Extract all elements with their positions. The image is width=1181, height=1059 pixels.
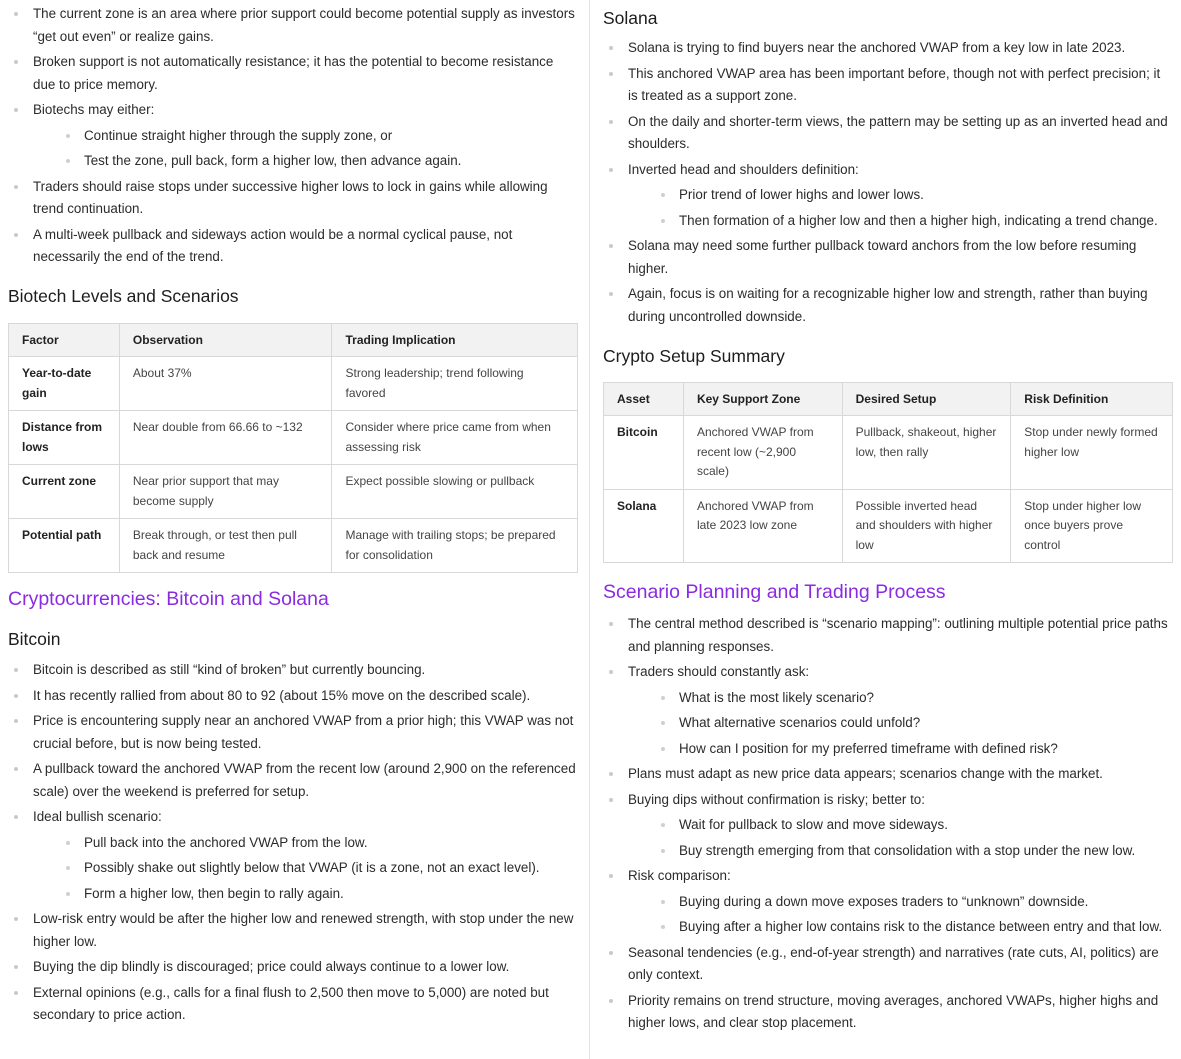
list-item: Buying the dip blindly is discouraged; price could always continue to a lower low. [8,956,578,979]
sub-list-item: Wait for pullback to slow and move sideways. [654,814,1173,837]
list-item [603,865,1173,939]
solana-bullets [603,37,1173,331]
ask-sub-bullets [628,687,1173,761]
list-item: Again, focus is on waiting for a recognizable higher low and strength, rather than buying during uncontrolled downside. [603,283,1173,328]
list-item: A multi-week pullback and sideways action would be a normal cyclical pause, not necessarily the end of the trend. [8,224,578,269]
sub-list-item: Continue straight higher through the supply zone, or [59,125,578,148]
table-cell: Stop under newly formed higher low [1011,416,1173,490]
sub-list-item: Test the zone, pull back, form a higher low, then advance again. [59,150,578,173]
bitcoin-heading: Bitcoin [8,629,61,649]
crypto-summary-heading: Crypto Setup Summary [603,346,785,366]
table-cell: About 37% [119,357,332,411]
table-row [9,465,578,519]
sub-list-item: How can I position for my preferred timeframe with defined risk? [654,738,1173,761]
sub-list-item: Pull back into the anchored VWAP from the low. [59,832,578,855]
list-item: Price is encountering supply near an anchored VWAP from a prior high; this VWAP was not crucial before, but is now being tested. [8,710,578,755]
table-cell: Bitcoin [604,416,684,490]
sub-list-item: What is the most likely scenario? [654,687,1173,710]
table-cell: Distance from lows [9,411,120,465]
column-header: Factor [9,324,120,357]
table-cell: Anchored VWAP from late 2023 low zone [683,489,842,563]
sub-list-item: Possibly shake out slightly below that VWAP (it is a zone, not an exact level). [59,857,578,880]
crypto-summary-table [603,382,1173,563]
list-item [8,99,578,173]
table-row [604,416,1173,490]
table-row [9,519,578,573]
list-item: Seasonal tendencies (e.g., end-of-year strength) and narratives (rate cuts, AI, politics) are only context. [603,942,1173,987]
bitcoin-bullets [8,659,578,1030]
list-item: It has recently rallied from about 80 to 92 (about 15% move on the described scale). [8,685,578,708]
column-header: Key Support Zone [683,383,842,416]
dips-sub-bullets [628,814,1173,862]
list-item [603,159,1173,233]
bitcoin-sub-bullets [33,832,578,906]
sub-list-item: Buy strength emerging from that consolidation with a stop under the new low. [654,840,1173,863]
list-item-text: Biotechs may either: [33,102,155,117]
table-cell: Solana [604,489,684,563]
sub-list-item: Then formation of a higher low and then a higher high, indicating a trend change. [654,210,1173,233]
table-row [9,357,578,411]
column-header: Asset [604,383,684,416]
list-item: On the daily and shorter-term views, the pattern may be setting up as an inverted head and shoulders. [603,111,1173,156]
list-item: A pullback toward the anchored VWAP from the recent low (around 2,900 on the referenced scale) over the weekend is preferred for setup. [8,758,578,803]
list-item: External opinions (e.g., calls for a final flush to 2,500 then move to 5,000) are noted but secondary to price action. [8,982,578,1027]
list-item: Plans must adapt as new price data appears; scenarios change with the market. [603,763,1173,786]
column-header: Observation [119,324,332,357]
list-item [603,661,1173,760]
column-divider [589,0,590,1059]
solana-heading: Solana [603,8,658,28]
crypto-section-heading: Cryptocurrencies: Bitcoin and Solana [8,588,329,610]
sub-list-item: Form a higher low, then begin to rally again. [59,883,578,906]
table-cell: Near double from 66.66 to ~132 [119,411,332,465]
list-item-text: Inverted head and shoulders definition: [628,161,859,177]
list-item: Solana is trying to find buyers near the anchored VWAP from a key low in late 2023. [603,37,1173,60]
table-cell: Possible inverted head and shoulders with higher low [842,489,1011,563]
list-item-text: Risk comparison: [628,868,731,883]
risk-sub-bullets [628,891,1173,939]
table-row [604,489,1173,563]
table-header-row [9,324,578,357]
list-item-text: Ideal bullish scenario: [33,809,162,824]
list-item: Traders should raise stops under successive higher lows to lock in gains while allowing trend continuation. [8,176,578,221]
scenario-bullets [603,613,1173,1038]
list-item: Low-risk entry would be after the higher low and renewed strength, with stop under the new higher low. [8,908,578,953]
table-cell: Near prior support that may become supply [119,465,332,519]
biotech-levels-table [8,323,578,573]
table-cell: Strong leadership; trend following favored [332,357,578,411]
table-cell: Expect possible slowing or pullback [332,465,578,519]
list-item: Solana may need some further pullback toward anchors from the low before resuming higher. [603,235,1173,280]
table-cell: Potential path [9,519,120,573]
list-item: Broken support is not automatically resistance; it has the potential to become resistance due to price memory. [8,51,578,96]
list-item [603,789,1173,863]
sub-list-item: Buying after a higher low contains risk to the distance between entry and that low. [654,916,1173,939]
table-cell: Pullback, shakeout, higher low, then rally [842,416,1011,490]
table-cell: Anchored VWAP from recent low (~2,900 scale) [683,416,842,490]
solana-sub-bullets [628,184,1173,232]
list-item-text: Buying dips without confirmation is risky; better to: [628,791,925,807]
list-item [8,806,578,905]
column-header: Trading Implication [332,324,578,357]
table-cell: Current zone [9,465,120,519]
table-cell: Consider where price came from when assessing risk [332,411,578,465]
table-cell: Stop under higher low once buyers prove control [1011,489,1173,563]
list-item: Priority remains on trend structure, moving averages, anchored VWAPs, higher highs and higher lows, and clear stop placement. [603,990,1173,1035]
column-header: Risk Definition [1011,383,1173,416]
biotech-levels-heading: Biotech Levels and Scenarios [8,286,239,306]
table-cell: Break through, or test then pull back and resume [119,519,332,573]
scenario-section-heading: Scenario Planning and Trading Process [603,581,946,603]
list-item: The central method described is “scenario mapping”: outlining multiple potential price paths and planning responses. [603,613,1173,658]
sub-list-item: Prior trend of lower highs and lower lows. [654,184,1173,207]
list-item: This anchored VWAP area has been important before, though not with perfect precision; it is treated as a support zone. [603,63,1173,108]
column-header: Desired Setup [842,383,1011,416]
table-row [9,411,578,465]
list-item: The current zone is an area where prior support could become potential supply as investors “get out even” or realize gains. [8,3,578,48]
sub-list-item: What alternative scenarios could unfold? [654,712,1173,735]
list-item-text: Traders should constantly ask: [628,664,810,679]
list-item: Bitcoin is described as still “kind of broken” but currently bouncing. [8,659,578,682]
table-header-row [604,383,1173,416]
biotech-bullets [8,3,578,272]
table-cell: Manage with trailing stops; be prepared for consolidation [332,519,578,573]
table-cell: Year-to-date gain [9,357,120,411]
sub-list-item: Buying during a down move exposes traders to “unknown” downside. [654,891,1173,914]
biotech-sub-bullets [33,125,578,173]
